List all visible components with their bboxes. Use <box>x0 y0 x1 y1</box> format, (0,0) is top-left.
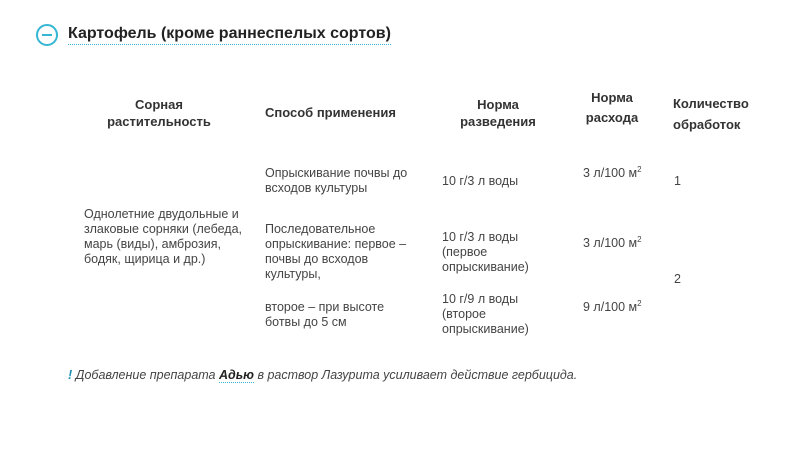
row1-count: 1 <box>674 174 681 188</box>
row3-dilution: 10 г/9 л воды (второе опрыскивание) <box>442 292 529 336</box>
section-title[interactable]: Картофель (кроме раннеспелых сортов) <box>68 25 391 45</box>
weeds-cell: Однолетние двудольные и злаковые сорняки (лебеда, марь (виды), амброзия, бодяк, щирица и др.) <box>84 207 243 266</box>
section-header[interactable] <box>36 24 391 46</box>
row2-method: Последовательное опрыскивание: первое – почвы до всходов культуры, <box>265 222 407 281</box>
note-text-after: в раствор Лазурита усиливает действие гербицида. <box>257 368 578 382</box>
row3-rate: 9 л/100 $м^2$ <box>583 298 642 314</box>
product-link-adyu[interactable]: Адью <box>218 368 254 382</box>
row1-method: Опрыскивание почвы до всходов культуры <box>265 166 408 195</box>
header-weeds: Сорная растительность <box>107 97 211 129</box>
usage-note <box>68 368 577 382</box>
row2-rate: 3 л/100 $м^2$ <box>583 234 642 250</box>
header-dilution: Норма разведения <box>460 97 536 129</box>
header-method: Способ применения <box>265 105 396 120</box>
header-count: Количество обработок <box>673 96 749 132</box>
note-mark: ! <box>68 368 73 382</box>
row3-method: второе – при высоте ботвы до 5 см <box>265 300 385 329</box>
row2-count: 2 <box>674 272 681 286</box>
collapse-minus-icon[interactable] <box>36 24 58 46</box>
row1-dilution: 10 г/3 л воды <box>442 174 519 188</box>
row1-rate: 3 л/100 $м^2$ <box>583 164 642 180</box>
note-text-before: Добавление препарата <box>75 368 216 382</box>
row2-dilution: 10 г/3 л воды (первое опрыскивание) <box>442 230 529 274</box>
header-rate: Норма расхода <box>585 90 639 125</box>
